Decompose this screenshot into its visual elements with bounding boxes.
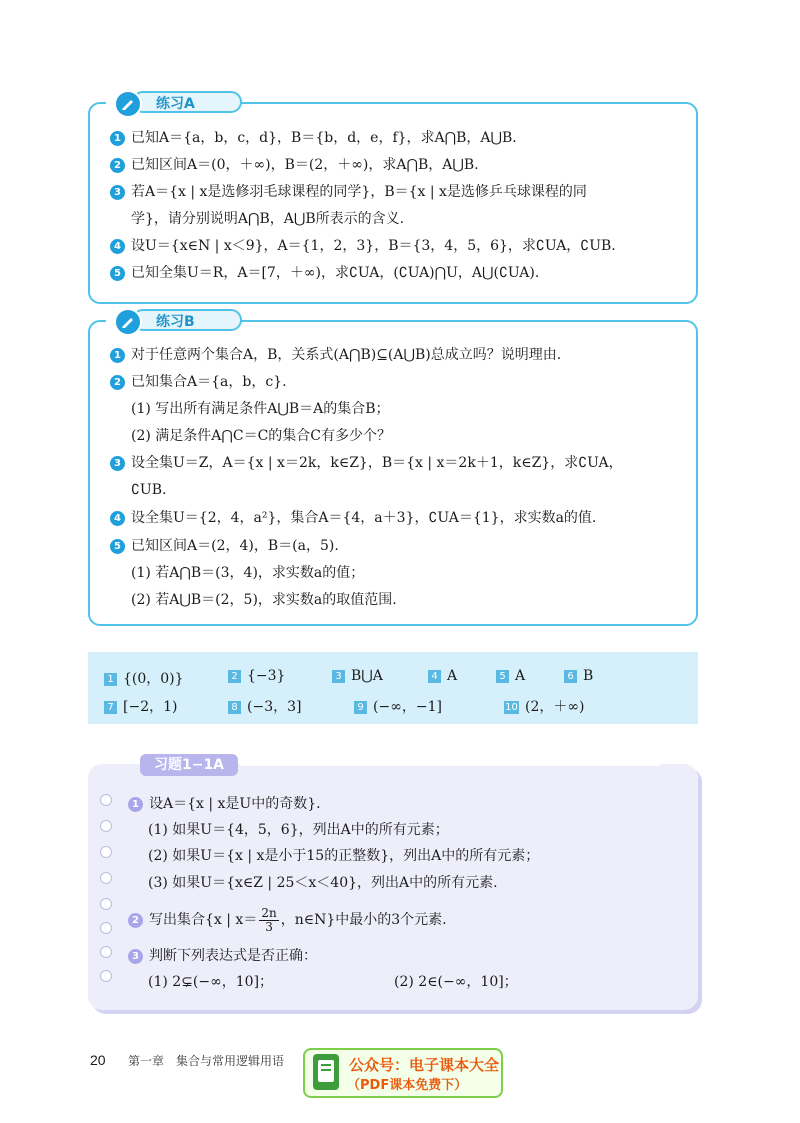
watermark-badge [303, 1048, 503, 1098]
exercise-q1-2: (2) 如果U＝{x | x是小于15的正整数}，列出A中的所有元素； [148, 848, 540, 864]
answer-number: 10 [505, 702, 518, 713]
answer-value: {−3} [247, 668, 286, 684]
binder-hole [100, 872, 112, 884]
answer-1 [104, 668, 184, 688]
exercise-q2-pre: 写出集合 [149, 912, 205, 928]
answer-5 [496, 668, 525, 684]
answer-value: A [447, 668, 458, 684]
answer-6 [564, 668, 593, 684]
binder-hole [100, 820, 112, 832]
practice-b-item-3: 3 设全集U＝Z，A＝{x | x＝2k，k∈Z}，B＝{x | x＝2k＋1，k∈Z}，求∁UA， [110, 453, 623, 473]
answer-3 [332, 668, 383, 684]
binder-hole [100, 970, 112, 982]
practice-a-item-5: 5 已知全集U＝R，A＝[7，＋∞)，求∁UA，(∁UA)⋂U，A⋃(∁UA). [110, 263, 539, 283]
practice-a-text-4: 设U＝{x∈N | x＜9}，A＝{1，2，3}，B＝{3，4，5，6}，求∁UA，∁UB. [131, 238, 616, 254]
practice-b-item-5-1 [131, 563, 364, 583]
practice-a-item-1: 1 已知A＝{a，b，c，d}，B＝{b，d，e，f}，求A⋂B，A⋃B. [110, 128, 517, 148]
pencil-icon [114, 308, 142, 336]
fraction [259, 907, 278, 934]
page-number: 20 [90, 1052, 106, 1068]
practice-b-item-3b [131, 480, 166, 500]
practice-a-title: 练习A [132, 91, 242, 113]
practice-b-item-5-2 [131, 590, 397, 610]
exercise-q2: 2 写出集合{x | x＝ $\frac{2n}{3}$ ，n∈N}中最小的3个元素. [128, 906, 447, 934]
book-icon [313, 1054, 339, 1090]
exercise-q1: 1 设A＝{x | x是U中的奇数}. [128, 794, 321, 814]
answers-panel [88, 652, 698, 724]
binder-hole [100, 846, 112, 858]
answer-9 [354, 696, 442, 716]
practice-b-item-4: 4 设全集U＝{2，4，a²}，集合A＝{4，a＋3}，∁UA＝{1}，求实数a的值. [110, 508, 596, 528]
binder-hole [100, 946, 112, 958]
answer-value: A [515, 668, 526, 684]
answer-number: 3 [332, 670, 345, 683]
answer-2 [228, 668, 285, 684]
binder-hole [100, 898, 112, 910]
practice-b-tag [106, 308, 236, 334]
exercise-q3-1: (1) 2⊊(−∞，10]； [148, 974, 274, 990]
answer-number: 8 [228, 701, 241, 714]
answer-value: (2，＋∞) [525, 699, 585, 715]
answer-value: B [583, 668, 594, 684]
binder-hole [100, 922, 112, 934]
exercise-q3-2: (2) 2∈(−∞，10]； [394, 974, 518, 990]
practice-a-text-1: 已知A＝{a，b，c，d}，B＝{b，d，e，f}，求A⋂B，A⋃B. [131, 130, 517, 146]
practice-a-item-4: 4 设U＝{x∈N | x＜9}，A＝{1，2，3}，B＝{3，4，5，6}，求∁UA，∁UB. [110, 236, 616, 256]
answer-8 [228, 696, 301, 716]
practice-a-item-3b [131, 209, 404, 229]
practice-a-text-5: 已知全集U＝R，A＝[7，＋∞)，求∁UA，(∁UA)⋂U，A⋃(∁UA). [131, 265, 540, 281]
practice-a-tag [106, 90, 236, 116]
answer-number: 5 [496, 670, 509, 683]
answer-value: {(0，0)} [123, 671, 184, 687]
practice-b-title: 练习B [132, 309, 242, 331]
exercise-title: 习题1−1A [140, 754, 238, 776]
exercise-q3-text: 判断下列表达式是否正确： [149, 948, 317, 964]
practice-b-text-2-2: (2) 满足条件A⋂C＝C的集合C有多少个？ [131, 428, 392, 444]
practice-b-item-1: 1 对于任意两个集合A，B，关系式(A⋂B)⊆(A⋃B)总成立吗？说明理由. [110, 345, 561, 365]
practice-a-item-3: 3 若A＝{x | x是选修羽毛球课程的同学}，B＝{x | x是选修乒乓球课程的同 [110, 182, 587, 202]
fraction-denominator: 3 [265, 919, 273, 934]
watermark-line-1: 公众号：电子课本大全 [349, 1056, 500, 1074]
practice-b-item-2: 2 已知集合A＝{a，b，c}. [110, 372, 287, 392]
answer-value: (−3，3] [247, 699, 302, 715]
practice-b-item-5: 5 已知区间A＝(2，4)，B＝(a，5). [110, 536, 339, 556]
practice-b-text-3b: ∁UB. [131, 482, 167, 498]
exercise-q3: 3 判断下列表达式是否正确： [128, 946, 317, 966]
answer-number: 1 [104, 673, 117, 686]
exercise-q2-set-right: ，n∈N} [280, 912, 336, 928]
practice-b-text-5: 已知区间A＝(2，4)，B＝(a，5). [131, 538, 339, 554]
practice-b-item-2-1 [131, 399, 390, 419]
practice-b-text-2: 已知集合A＝{a，b，c}. [131, 374, 287, 390]
answer-number: 2 [228, 670, 241, 683]
answer-value: B⋃A [351, 668, 383, 684]
answer-number: 6 [564, 670, 577, 683]
binder-hole [100, 794, 112, 806]
watermark-line-2: （PDF课本免费下） [347, 1078, 468, 1093]
practice-b-text-4: 设全集U＝{2，4，a²}，集合A＝{4，a＋3}，∁UA＝{1}，求实数a的值. [131, 510, 597, 526]
answer-4 [428, 668, 457, 684]
pencil-icon [114, 90, 142, 118]
exercise-top-line [240, 764, 660, 766]
exercise-q1-1: (1) 如果U＝{4，5，6}，列出A中的所有元素； [148, 822, 449, 838]
practice-b-text-1: 对于任意两个集合A，B，关系式(A⋂B)⊆(A⋃B)总成立吗？说明理由. [131, 347, 562, 363]
practice-a-text-2: 已知区间A＝(0，＋∞)，B＝(2，＋∞)，求A⋂B，A⋃B. [131, 157, 479, 173]
answer-7 [104, 696, 177, 716]
chapter-title: 第一章 集合与常用逻辑用语 [128, 1054, 285, 1068]
exercise-q1-text: 设A＝{x | x是U中的奇数}. [149, 796, 321, 812]
practice-a-text-3b: 学}，请分别说明A⋂B，A⋃B所表示的含义. [131, 211, 405, 227]
practice-a-item-2: 2 已知区间A＝(0，＋∞)，B＝(2，＋∞)，求A⋂B，A⋃B. [110, 155, 479, 175]
answer-value: [−2，1) [123, 699, 178, 715]
practice-b-text-5-2: (2) 若A⋃B＝(2，5)，求实数a的取值范围. [131, 592, 397, 608]
answer-number: 7 [104, 701, 117, 714]
exercise-q1-3: (3) 如果U＝{x∈Z | 25＜x＜40}，列出A中的所有元素. [148, 875, 498, 891]
answer-number: 4 [428, 670, 441, 683]
answer-value: (−∞，−1] [373, 699, 442, 715]
practice-b-text-3: 设全集U＝Z，A＝{x | x＝2k，k∈Z}，B＝{x | x＝2k＋1，k∈Z}，求∁UA， [131, 455, 623, 471]
practice-b-item-2-2 [131, 426, 391, 446]
exercise-q2-post: 中最小的3个元素. [335, 912, 447, 928]
practice-b-text-2-1: (1) 写出所有满足条件A⋃B＝A的集合B； [131, 401, 390, 417]
practice-a-text-3: 若A＝{x | x是选修羽毛球课程的同学}，B＝{x | x是选修乒乓球课程的同 [131, 184, 587, 200]
practice-b-text-5-1: (1) 若A⋂B＝(3，4)，求实数a的值； [131, 565, 365, 581]
answer-10 [504, 696, 585, 716]
fraction-numerator: 2n [261, 905, 277, 920]
exercise-q2-set-left: {x | x＝ [205, 912, 258, 928]
answer-number: 9 [354, 701, 367, 714]
